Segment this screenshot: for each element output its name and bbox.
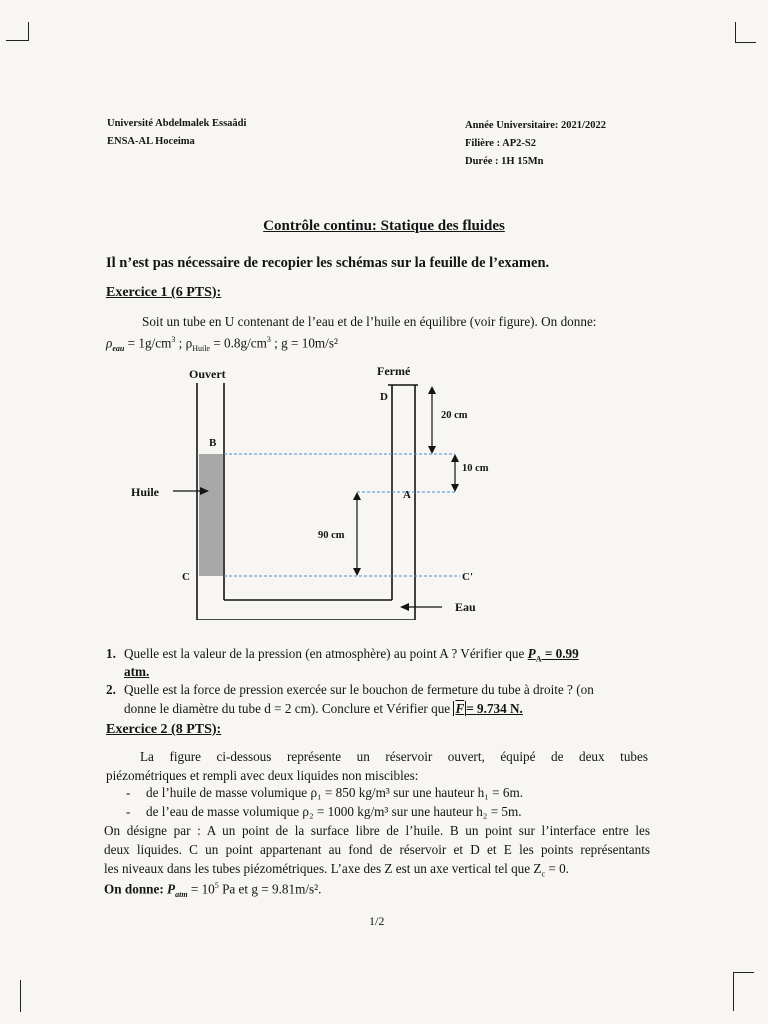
question-1: 1. Quelle est la valeur de la pression (en atmosphère) au point A ? Vérifier que $P_A = 0.99$: [106, 646, 579, 664]
crop-mark-top-right: [735, 22, 756, 43]
page-number: 1/2: [369, 914, 385, 928]
exercise2-given: On donne: $P_{atm} = 10^5$ Pa et g = 9.81m/s².: [104, 881, 322, 900]
question-2: 2. Quelle est la force de pression exercée sur le bouchon de fermeture du tube à droite ? (on: [106, 682, 594, 697]
exercise1-title: Exercice 1 (6 PTS):: [106, 285, 222, 300]
exam-title: Contrôle continu: Statique des fluides: [263, 218, 505, 234]
question-1-unit: atm.: [124, 664, 150, 679]
crop-mark-bottom-left: [2, 980, 21, 1012]
arrowhead-eau: [400, 603, 409, 611]
duree: Durée : 1H 15Mn: [465, 156, 544, 167]
arrowhead-10cm-top: [451, 454, 459, 462]
oil-column: [199, 454, 223, 576]
exercise1-data: $\rho_{eau} = 1g/cm^3$ ; $\rho_{Huile} = 0.8g/cm^3$ ; g = 10m/s²: [106, 335, 338, 354]
exercise2-bullet-2: - de l’eau de masse volumique ρ₂ = 1000 kg/m³ sur une hauteur h₂ = 5m.: [126, 804, 522, 819]
header-right: [465, 117, 606, 171]
exercise2-title: Exercice 2 (8 PTS):: [106, 722, 222, 737]
exercise2-intro: La figure ci-dessous représente un réservoir ouvert, équipé de deux tubes piézométriques et rempli avec deux liquides non miscibles:: [106, 749, 648, 783]
arrowhead-90cm-bottom: [353, 568, 361, 576]
label-ouvert: Ouvert: [189, 367, 226, 381]
q2-answer: F = 9.734 N.: [455, 701, 523, 716]
label-d: D: [380, 391, 388, 403]
school-name: ENSA-AL Hoceima: [107, 136, 195, 147]
arrowhead-10cm-bottom: [451, 484, 459, 492]
university-name: Université Abdelmalek Essaâdi: [107, 118, 247, 129]
exam-note: Il n’est pas nécessaire de recopier les schémas sur la feuille de l’examen.: [106, 255, 550, 271]
exercise2-paragraph: On désigne par : A un point de la surface libre de l’huile. B un point sur l’interface entre les deux liquides. C un point appartenant au fond de réservoir et D et E les points représentants les niveaux dans les tubes piézométriques. L’axe des Z est un axe vertical tel que $Z_c = 0$.: [104, 823, 650, 879]
label-huile: Huile: [131, 485, 160, 499]
label-20cm: 20 cm: [441, 410, 468, 421]
arrowhead-20cm-bottom: [428, 446, 436, 454]
academic-year: Année Universitaire: 2021/2022: [465, 120, 606, 131]
crop-mark-bottom-right: [733, 972, 754, 1011]
label-c-prime: C': [462, 571, 473, 583]
q1-answer: $P_A = 0.99$: [527, 646, 579, 664]
label-c: C: [182, 571, 190, 583]
label-b: B: [209, 437, 217, 449]
arrowhead-20cm-top: [428, 386, 436, 394]
crop-mark-top-left: [6, 22, 29, 41]
label-a: A: [403, 489, 411, 501]
question-2-line2: donne le diamètre du tube d = 2 cm). Conclure et Vérifier que F = 9.734 N.: [124, 701, 523, 716]
filiere: Filière : AP2-S2: [465, 138, 536, 149]
u-tube-figure: [120, 360, 520, 620]
exercise1-intro: Soit un tube en U contenant de l’eau et de l’huile en équilibre (voir figure). On donne:: [142, 314, 597, 329]
label-90cm: 90 cm: [318, 530, 345, 541]
header-left: [107, 115, 246, 151]
arrowhead-90cm-top: [353, 492, 361, 500]
exercise2-bullet-1: - de l’huile de masse volumique ρ₁ = 850 kg/m³ sur une hauteur h₁ = 6m.: [126, 785, 524, 800]
label-ferme: Fermé: [377, 364, 411, 378]
label-10cm: 10 cm: [462, 463, 489, 474]
label-eau: Eau: [455, 600, 476, 614]
